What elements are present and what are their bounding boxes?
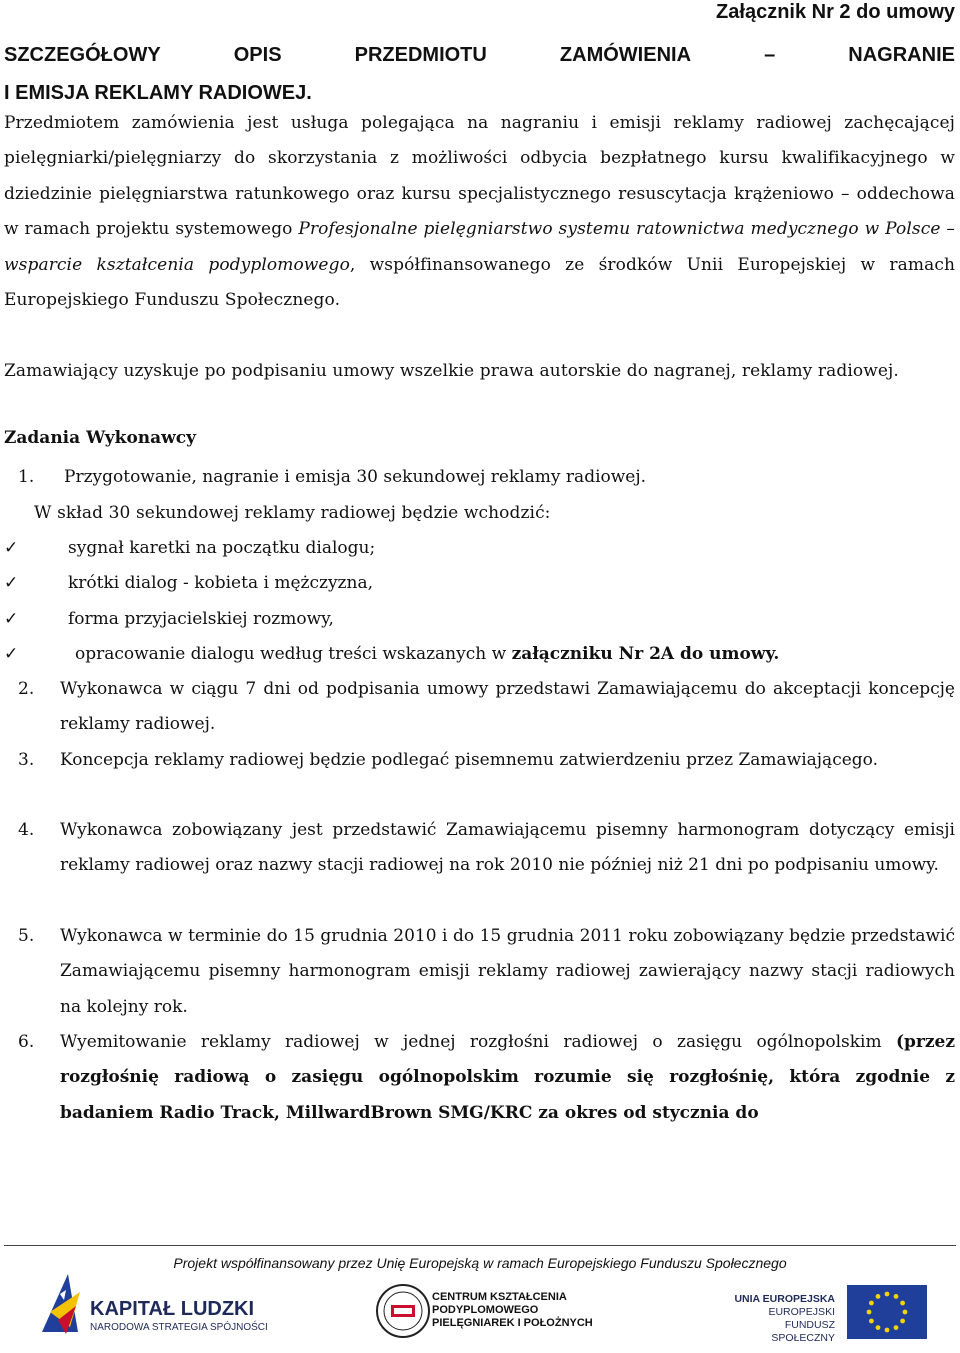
intro-text: Przedmiotem zamówienia jest usługa polegająca na nagraniu i emisji reklamy radiowej zachęcającej pielęgniarki/pielęgniarzy do skorzystania z możliwości odbycia bezpłatnego kursu kwalifikacyjnego w dziedzinie pielęgniarstwa ratunkowego oraz kursu specjalistycznego resuscytacja krążeniowo – oddechowa w ramach projektu systemowego [4, 113, 955, 240]
intro-text-end: , współfinansowanego ze środków Unii Europejskiej w ramach Europejskiego Funduszu Społecznego. [4, 254, 955, 311]
kapital-ludzki-title: KAPITAŁ LUDZKI [90, 1298, 255, 1320]
item-number: 4. [18, 820, 35, 840]
item-number: 2. [18, 679, 35, 699]
kapital-ludzki-subtitle: NARODOWA STRATEGIA SPÓJNOŚCI [90, 1322, 268, 1333]
checklist-text: krótki dialog - kobieta i mężczyzna, [68, 573, 373, 593]
title-line-1 [4, 36, 955, 74]
eu-line: EUROPEJSKI [768, 1306, 835, 1318]
footer-divider [4, 1245, 956, 1246]
ckppip-text [432, 1291, 593, 1330]
check-icon: ✓ [4, 644, 19, 664]
section-title: Zadania Wykonawcy [4, 428, 197, 448]
ckppip-logo [375, 1283, 615, 1343]
ckppip-emblem-icon [375, 1283, 431, 1339]
intro-paragraph [4, 106, 955, 318]
footer-text: Projekt współfinansowany przez Unię Europejską w ramach Europejskiego Funduszu Społecznego [173, 1255, 787, 1271]
annex-reference: załączniku Nr 2A do umowy. [511, 644, 780, 664]
eu-text [725, 1293, 835, 1345]
annex-label: Załącznik Nr 2 do umowy [716, 1, 955, 23]
title-word: ZAMÓWIENIA [559, 44, 692, 66]
check-icon: ✓ [4, 609, 19, 629]
item-number: 5. [18, 926, 35, 946]
checklist-text-regular: opracowanie dialogu według treści wskazanych w [75, 644, 512, 664]
ckppip-line: CENTRUM KSZTAŁCENIA [432, 1291, 567, 1303]
kapital-ludzki-logo [40, 1272, 300, 1342]
checklist-text [75, 637, 779, 672]
rights-paragraph: Zamawiający uzyskuje po podpisaniu umowy wszelkie prawa autorskie do nagranej, reklamy radiowej. [4, 361, 899, 381]
document-title [4, 36, 955, 112]
item-text [60, 1025, 955, 1131]
title-line-2: I EMISJA REKLAMY RADIOWEJ. [4, 82, 312, 104]
eu-logo [725, 1285, 935, 1345]
project-name: Profesjonalne pielęgniarstwo systemu ratownictwa medycznego w Polsce – wsparcie kształcenia podyplomowego [4, 219, 955, 275]
item-text: Wykonawca zobowiązany jest przedstawić Zamawiającemu pisemny harmonogram dotyczący emisji reklamy radiowej oraz nazwy stacji radiowej na rok 2010 nie później niż 21 dni po podpisaniu umowy. [60, 820, 955, 876]
title-word: – [764, 44, 776, 66]
title-word: NAGRANIE [848, 44, 955, 66]
checklist-text: sygnał karetki na początku dialogu; [68, 538, 376, 558]
item-number: 1. [18, 467, 35, 487]
item-text: Przygotowanie, nagranie i emisja 30 sekundowej reklamy radiowej. [64, 467, 647, 487]
item-text-regular: Wyemitowanie reklamy radiowej w jednej rozgłośni radiowej o zasięgu ogólnopolskim [60, 1032, 896, 1052]
title-word: PRZEDMIOTU [354, 44, 487, 66]
check-icon: ✓ [4, 573, 19, 593]
checklist-text: forma przyjacielskiej rozmowy, [68, 609, 334, 629]
item-number: 3. [18, 750, 35, 770]
item-text: Wykonawca w terminie do 15 grudnia 2010 i do 15 grudnia 2011 roku zobowiązany będzie przedstawić Zamawiającemu pisemny harmonogram emisji reklamy radiowej zawierający nazwy stacji radiowych na kolejny rok. [60, 926, 955, 1017]
eu-flag-icon [847, 1285, 927, 1339]
eu-line: UNIA EUROPEJSKA [734, 1293, 835, 1305]
eu-line: FUNDUSZ SPOŁECZNY [771, 1319, 835, 1344]
title-word: SZCZEGÓŁOWY [4, 44, 161, 66]
item-text: Koncepcja reklamy radiowej będzie podlegać pisemnemu zatwierdzeniu przez Zamawiającego. [60, 750, 879, 770]
ckppip-line: PIELĘGNIAREK I POŁOŻNYCH [432, 1317, 593, 1329]
check-icon: ✓ [4, 538, 19, 558]
item-number: 6. [18, 1032, 35, 1052]
item-text-bold: (przez rozgłośnię radiową o zasięgu ogólnopolskim rozumie się rozgłośnię, która zgodnie z badaniem Radio Track, MillwardBrown SMG/KRC za okres od stycznia do [60, 1032, 955, 1123]
composition-intro: W skład 30 sekundowej reklamy radiowej będzie wchodzić: [34, 503, 551, 523]
ckppip-line: PODYPLOMOWEGO [432, 1304, 539, 1316]
title-word: OPIS [233, 44, 282, 66]
item-text: Wykonawca w ciągu 7 dni od podpisania umowy przedstawi Zamawiającemu do akceptacji koncepcję reklamy radiowej. [60, 679, 955, 735]
